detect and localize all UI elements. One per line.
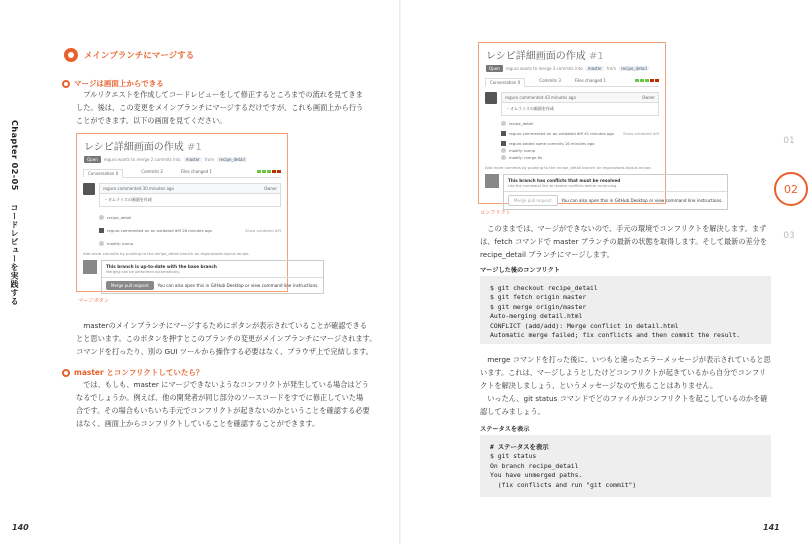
pr-title: レシピ詳細画面の作成 #1 (84, 142, 202, 153)
code-block-status: # ステータスを表示 $ git status On branch recipe_detail You have unmerged paths. (fix conflicts and run "git commit") (480, 435, 771, 497)
pr-tabs (485, 78, 659, 87)
gear-icon (64, 48, 78, 62)
timeline-event: modify: merge fix (501, 155, 659, 160)
section-title: メインブランチにマージする (84, 51, 195, 61)
tab-conversation: Conversation 0 (83, 169, 123, 178)
code-block-merge: $ git checkout recipe_detail $ git fetch origin master $ git merge origin/master Auto-merging detail.html CONFLICT (add/add): Merge conflict in detail.html Automatic merge failed; fix conflicts and then commit the result. (480, 276, 771, 344)
tab-commits: Commits 3 (539, 78, 561, 83)
merge-pull-request-button: Merge pull request (508, 195, 558, 206)
pr-meta: Open reguro wants to merge 3 commits into master from recipe_detail (486, 65, 665, 72)
timeline-event: reguro commented on an outdated diff 28 minutes ago Show outdated diff (99, 228, 281, 233)
subheading-conflict (62, 367, 203, 378)
paragraph-error-message: merge コマンドを打った後に、いつもと違ったエラーメッセージが表示されていると思 います。これは、マージしようとしたけどコンフリクトが起きているから自分でコンフリ クトを解決しましょう、というメッセージなので焦ることはありません。 いったん、git status コマンドでどのファイルがコンフリクトを起こしているのかを確 認してみましょう。 (480, 355, 771, 416)
screenshot-conflict (478, 42, 723, 204)
tab-files-changed: Files changed 1 (574, 78, 607, 83)
chapter-label (6, 120, 20, 305)
tab-commits: Commits 2 (141, 169, 163, 174)
section-heading (64, 48, 194, 62)
pr-comment: reguro commented 43 minutes ago Owner ・オムライスの画面を作成 (485, 92, 659, 116)
side-nav-active: 02 (774, 172, 808, 206)
diffstat-icon (257, 169, 281, 174)
subheading-title: マージは画面上からできる (74, 79, 164, 88)
chapter-number: Chapter 02-05 (10, 120, 19, 191)
code-label-status: ステータスを表示 (480, 426, 530, 433)
paragraph-resolve: このままでは、マージができないので、手元の環境でコンフリクトを解決します。まず は、fetch コマンドで master ブランチの最新の状態を取得します。そして最新の差分を recipe_detail ブランチにマージします。 (480, 224, 768, 259)
pr-comment: reguro commented 30 minutes ago Owner ・オムライスの画面を作成 (83, 183, 281, 207)
bullet-icon (62, 80, 70, 88)
page-gutter (399, 0, 401, 544)
tab-files-changed: Files changed 1 (180, 169, 213, 174)
status-badge: Open (84, 156, 101, 163)
merge-panel: This branch is up-to-date with the base branch Merging can be performed automatically. Merge pull request You can also open this in GitHub Desktop or view command line instructions. (83, 260, 281, 294)
side-nav-03: 03 (783, 231, 795, 241)
merge-pull-request-button: Merge pull request (106, 281, 154, 290)
side-nav-01: 01 (783, 136, 795, 146)
pr-title: レシピ詳細画面の作成 #1 (486, 51, 604, 62)
timeline-event: modify: bump (99, 241, 281, 246)
screenshot-merge-button (76, 133, 319, 292)
paragraph-merge-button: masterのメインブランチにマージするためにボタンが表示されていることが確認できる とと思います。このボタンを押すとこのブランチの変更がメインブランチにマージされます。 コマンドを打ったり、別の GUI ツールから操作する必要はなく、ブラウザ上で完結します。 (76, 321, 377, 356)
code-label-conflict: マージした後のコンフリクト (480, 267, 560, 274)
push-hint: Add more commits by pushing to the recipe_detail branch on reguro/web-layout-recipe. (83, 251, 250, 256)
timeline-event: reguro commented on an outdated diff 41 minutes ago Show outdated diff (501, 131, 659, 136)
timeline-event: recipe_detail (501, 121, 659, 126)
push-hint: Add more commits by pushing to the recipe_detail branch on reguro/web-layout-recipe. (485, 165, 652, 170)
page-number-right: 141 (763, 523, 780, 532)
merge-panel: This branch has conflicts that must be resolved Use the command line to resolve conflicts before continuing. Merge pull request You can also open this in GitHub Desktop or view command line instructions. (485, 174, 659, 210)
status-badge: Open (486, 65, 503, 72)
pr-meta: Open reguro wants to merge 2 commits into master from recipe_detail (84, 156, 287, 163)
diffstat-icon (635, 78, 659, 83)
chapter-title: コードレビューを実践する (10, 203, 19, 306)
paragraph-intro: プルリクエストを作成してコードレビューをして修正するところまでの流れを見てきま した。後は、この変更をメインブランチにマージするだけですが、これも画面上から行う ことができます。以下の画面を見てください。 (76, 90, 364, 125)
timeline-event: reguro added some commits 16 minutes ago (501, 141, 659, 146)
caption-merge-button: マージボタン (78, 298, 110, 304)
merge-status-icon (83, 260, 97, 274)
merge-status-icon (485, 174, 499, 188)
avatar (485, 92, 497, 104)
timeline-event: recipe_detail (99, 215, 281, 220)
caption-conflict: コンフリクト (480, 210, 511, 216)
paragraph-conflict: では、もしも、master にマージできないようなコンフリクトが発生している場合はどう なるでしょうか。例えば、他の開発者が同じ部分のソースコードをすでに修正していた場 合です。その場合もいちいち手元でコンフリクトが起きないのかということを確認する必要 はなく、画面上からコンフリクトしていることを確認することができます。 (76, 380, 370, 428)
tab-conversation: Conversation 0 (485, 78, 525, 87)
page-number-left: 140 (12, 523, 29, 532)
avatar (83, 183, 95, 195)
bullet-icon (62, 369, 70, 377)
timeline-event: modify: bump (501, 148, 659, 153)
pr-tabs (83, 169, 281, 178)
subheading-title: master とコンフリクトしていたら？ (74, 368, 204, 377)
